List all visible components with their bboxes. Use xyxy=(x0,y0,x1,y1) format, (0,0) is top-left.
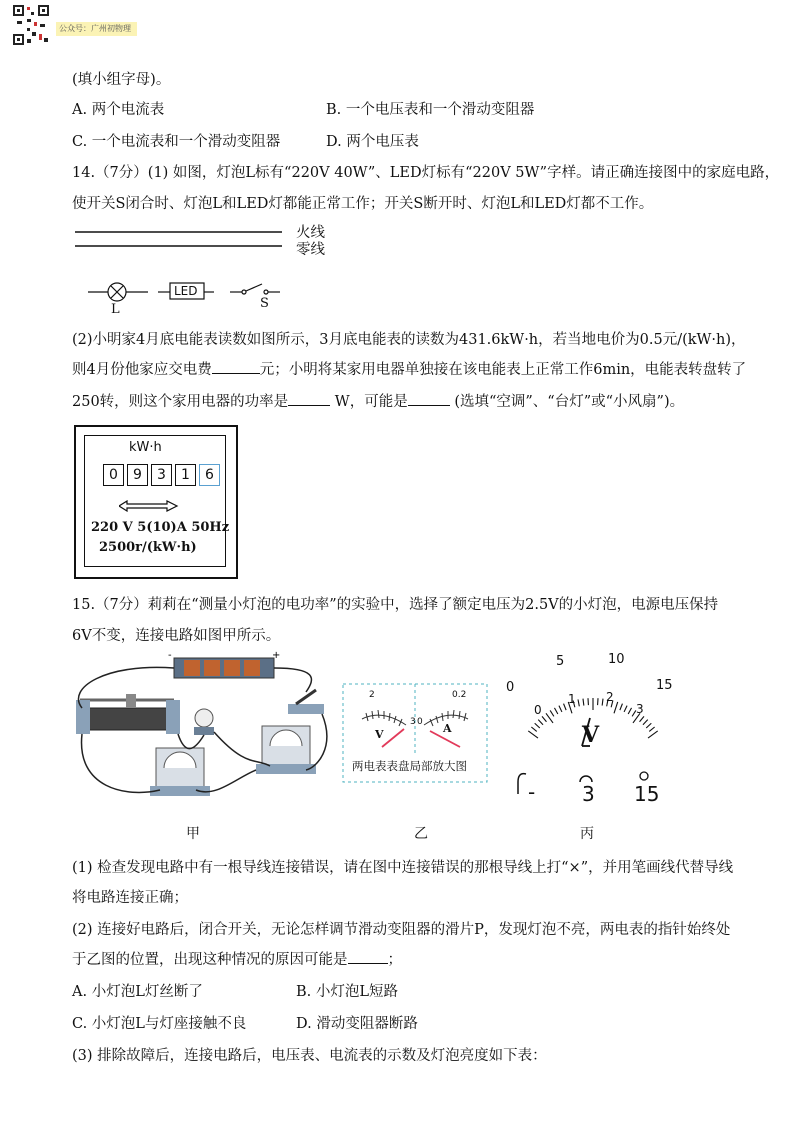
q13-option-c: C. 一个电流表和一个滑动变阻器 xyxy=(72,134,281,150)
meter-rev: 2500r/(kW·h) xyxy=(99,540,197,555)
energy-meter xyxy=(74,425,238,579)
switch-icon xyxy=(288,690,324,714)
dial-tick xyxy=(583,699,584,706)
bulb-icon xyxy=(195,709,213,727)
dial-bottom-2: 2 xyxy=(606,690,614,704)
amp-meter-label: A xyxy=(443,722,452,735)
meter-digit: 0 xyxy=(103,464,124,486)
dial-tick xyxy=(578,699,579,706)
q15-line-2: 6V不变，连接电路如图甲所示。 xyxy=(72,628,281,644)
figure-a-label: 甲 xyxy=(186,826,200,842)
q15-part1-line-2: 将电路连接正确； xyxy=(72,890,188,906)
dial-bottom-3: 3 xyxy=(636,702,644,716)
dial-bottom-0: 0 xyxy=(534,703,542,717)
dial-unit: V xyxy=(582,722,600,748)
meter-digit: 9 xyxy=(127,464,148,486)
rheostat-icon xyxy=(76,694,180,734)
q14-line-2: 使开关S闭合时、灯泡L和LED灯都能正常工作；开关S断开时、灯泡L和LED灯都不工作。 xyxy=(72,196,654,212)
dial-tick xyxy=(649,727,654,731)
dial-tick xyxy=(531,727,536,731)
switch-symbol xyxy=(230,284,280,294)
terminal-negative: - xyxy=(528,780,536,804)
q15-line-1: 15.（7分）莉莉在“测量小灯泡的电功率”的实验中，选择了额定电压为2.5V的小灯泡，电源电压保持 xyxy=(72,597,719,613)
lamp-symbol xyxy=(88,283,148,301)
voltmeter-icon xyxy=(150,748,210,796)
q15-part3: (3) 排除故障后，连接电路后，电压表、电流表的示数及灯泡亮度如下表： xyxy=(72,1048,547,1064)
closeup-caption: 两电表表盘局部放大图 xyxy=(352,759,467,773)
watermark: 公众号：广州初物理 xyxy=(56,22,137,36)
ammeter-icon xyxy=(256,726,316,774)
q13-option-a: A. 两个电流表 xyxy=(72,102,165,118)
figure-b-label: 乙 xyxy=(414,826,428,842)
dial-tick xyxy=(559,706,562,712)
dial-tick xyxy=(628,708,631,714)
amp-scale-0: 0 xyxy=(417,717,423,727)
figure-c-label: 丙 xyxy=(580,826,594,842)
circuit-photo-figure xyxy=(66,648,330,808)
dial-tick xyxy=(538,720,543,725)
led-label: LED xyxy=(174,284,198,298)
dial-tick xyxy=(614,702,618,713)
switch-label: S xyxy=(260,296,269,311)
blank-appliance[interactable] xyxy=(408,391,450,407)
q13-option-d: D. 两个电压表 xyxy=(326,134,419,150)
q15-part1-line-1: (1) 检查发现电路中有一根导线连接错误，请在图中连接错误的那根导线上打“×”，并用笔画线代替导线 xyxy=(72,860,734,876)
q15-option-d: D. 滑动变阻器断路 xyxy=(296,1016,418,1032)
dial-tick xyxy=(554,708,557,714)
dial-top-15: 15 xyxy=(656,678,673,693)
meter-unit: kW·h xyxy=(129,440,162,455)
q14-part2-line-3: 250转，则这个家用电器的功率是 W，可能是 (选填“空调”、“台灯”或“小风扇”)。 xyxy=(72,390,684,411)
dial-tick xyxy=(542,716,546,721)
blank-power[interactable] xyxy=(288,391,330,407)
meter-digit: 6 xyxy=(199,464,220,486)
q14-line-1: 14.（7分）(1) 如图，灯泡L标有“220V 40W”、LED灯标有“220V 5W”字样。请正确连接图中的家庭电路， xyxy=(72,165,780,181)
dial-tick xyxy=(620,704,623,711)
dial-tick xyxy=(624,706,627,712)
dial-tick xyxy=(550,710,554,716)
dial-top-0: 0 xyxy=(506,680,515,695)
meter-digit: 1 xyxy=(175,464,196,486)
q15-option-a: A. 小灯泡L灯丝断了 xyxy=(72,984,203,1000)
volt-scale-2: 2 xyxy=(369,690,375,700)
dial-tick xyxy=(535,723,540,728)
q14-part2-line-1: (2)小明家4月底电能表读数如图所示，3月底电能表的读数为431.6kW·h，若当地电价为0.5元/(kW·h)， xyxy=(72,332,746,348)
dial-tick xyxy=(643,720,648,725)
battery-icon xyxy=(168,650,280,678)
dial-top-5: 5 xyxy=(556,654,565,669)
blank-fee[interactable] xyxy=(212,359,260,375)
dial-top-10: 10 xyxy=(608,652,625,667)
dial-bottom-1: 1 xyxy=(568,692,576,706)
q15-part2-line-1: (2) 连接好电路后，闭合开关，无论怎样调节滑动变阻器的滑片P，发现灯泡不亮，两电表的指针始终处 xyxy=(72,922,731,938)
q15-option-b: B. 小灯泡L短路 xyxy=(296,984,399,1000)
meter-digits xyxy=(103,464,220,486)
neutral-wire-label: 零线 xyxy=(296,242,325,258)
dial-tick xyxy=(602,699,603,706)
arrow-icon xyxy=(119,500,179,512)
live-wire-label: 火线 xyxy=(296,225,325,241)
blank-fault-cause[interactable] xyxy=(348,949,388,965)
lamp-label: L xyxy=(111,302,120,317)
qr-code-icon xyxy=(12,4,50,46)
q13-option-b: B. 一个电压表和一个滑动变阻器 xyxy=(326,102,535,118)
dial-tick xyxy=(648,731,658,738)
dial-tick xyxy=(640,716,644,721)
dial-tick xyxy=(646,723,651,728)
q14-part2-line-2: 则4月份他家应交电费 元；小明将某家用电器单独接在该电能表上正常工作6min，电能表转盘转了 xyxy=(72,358,746,379)
dial-tick xyxy=(564,704,567,711)
dial-tick xyxy=(546,713,553,723)
terminal-3: 3 xyxy=(582,782,595,806)
meter-digit: 3 xyxy=(151,464,172,486)
dial-tick xyxy=(528,731,538,738)
q15-part2-line-2: 于乙图的位置，出现这种情况的原因可能是 ； xyxy=(72,948,402,969)
meter-spec: 220 V 5(10)A 50Hz xyxy=(91,520,230,535)
amp-scale-02: 0.2 xyxy=(452,690,467,700)
q13-continuation: (填小组字母)。 xyxy=(72,72,171,88)
volt-meter-label: V xyxy=(375,728,384,741)
svg-text:-: - xyxy=(168,650,172,661)
svg-text:+: + xyxy=(272,650,281,661)
terminal-15: 15 xyxy=(634,782,660,806)
volt-scale-3: 3 xyxy=(410,717,416,727)
q15-option-c: C. 小灯泡L与灯座接触不良 xyxy=(72,1016,247,1032)
